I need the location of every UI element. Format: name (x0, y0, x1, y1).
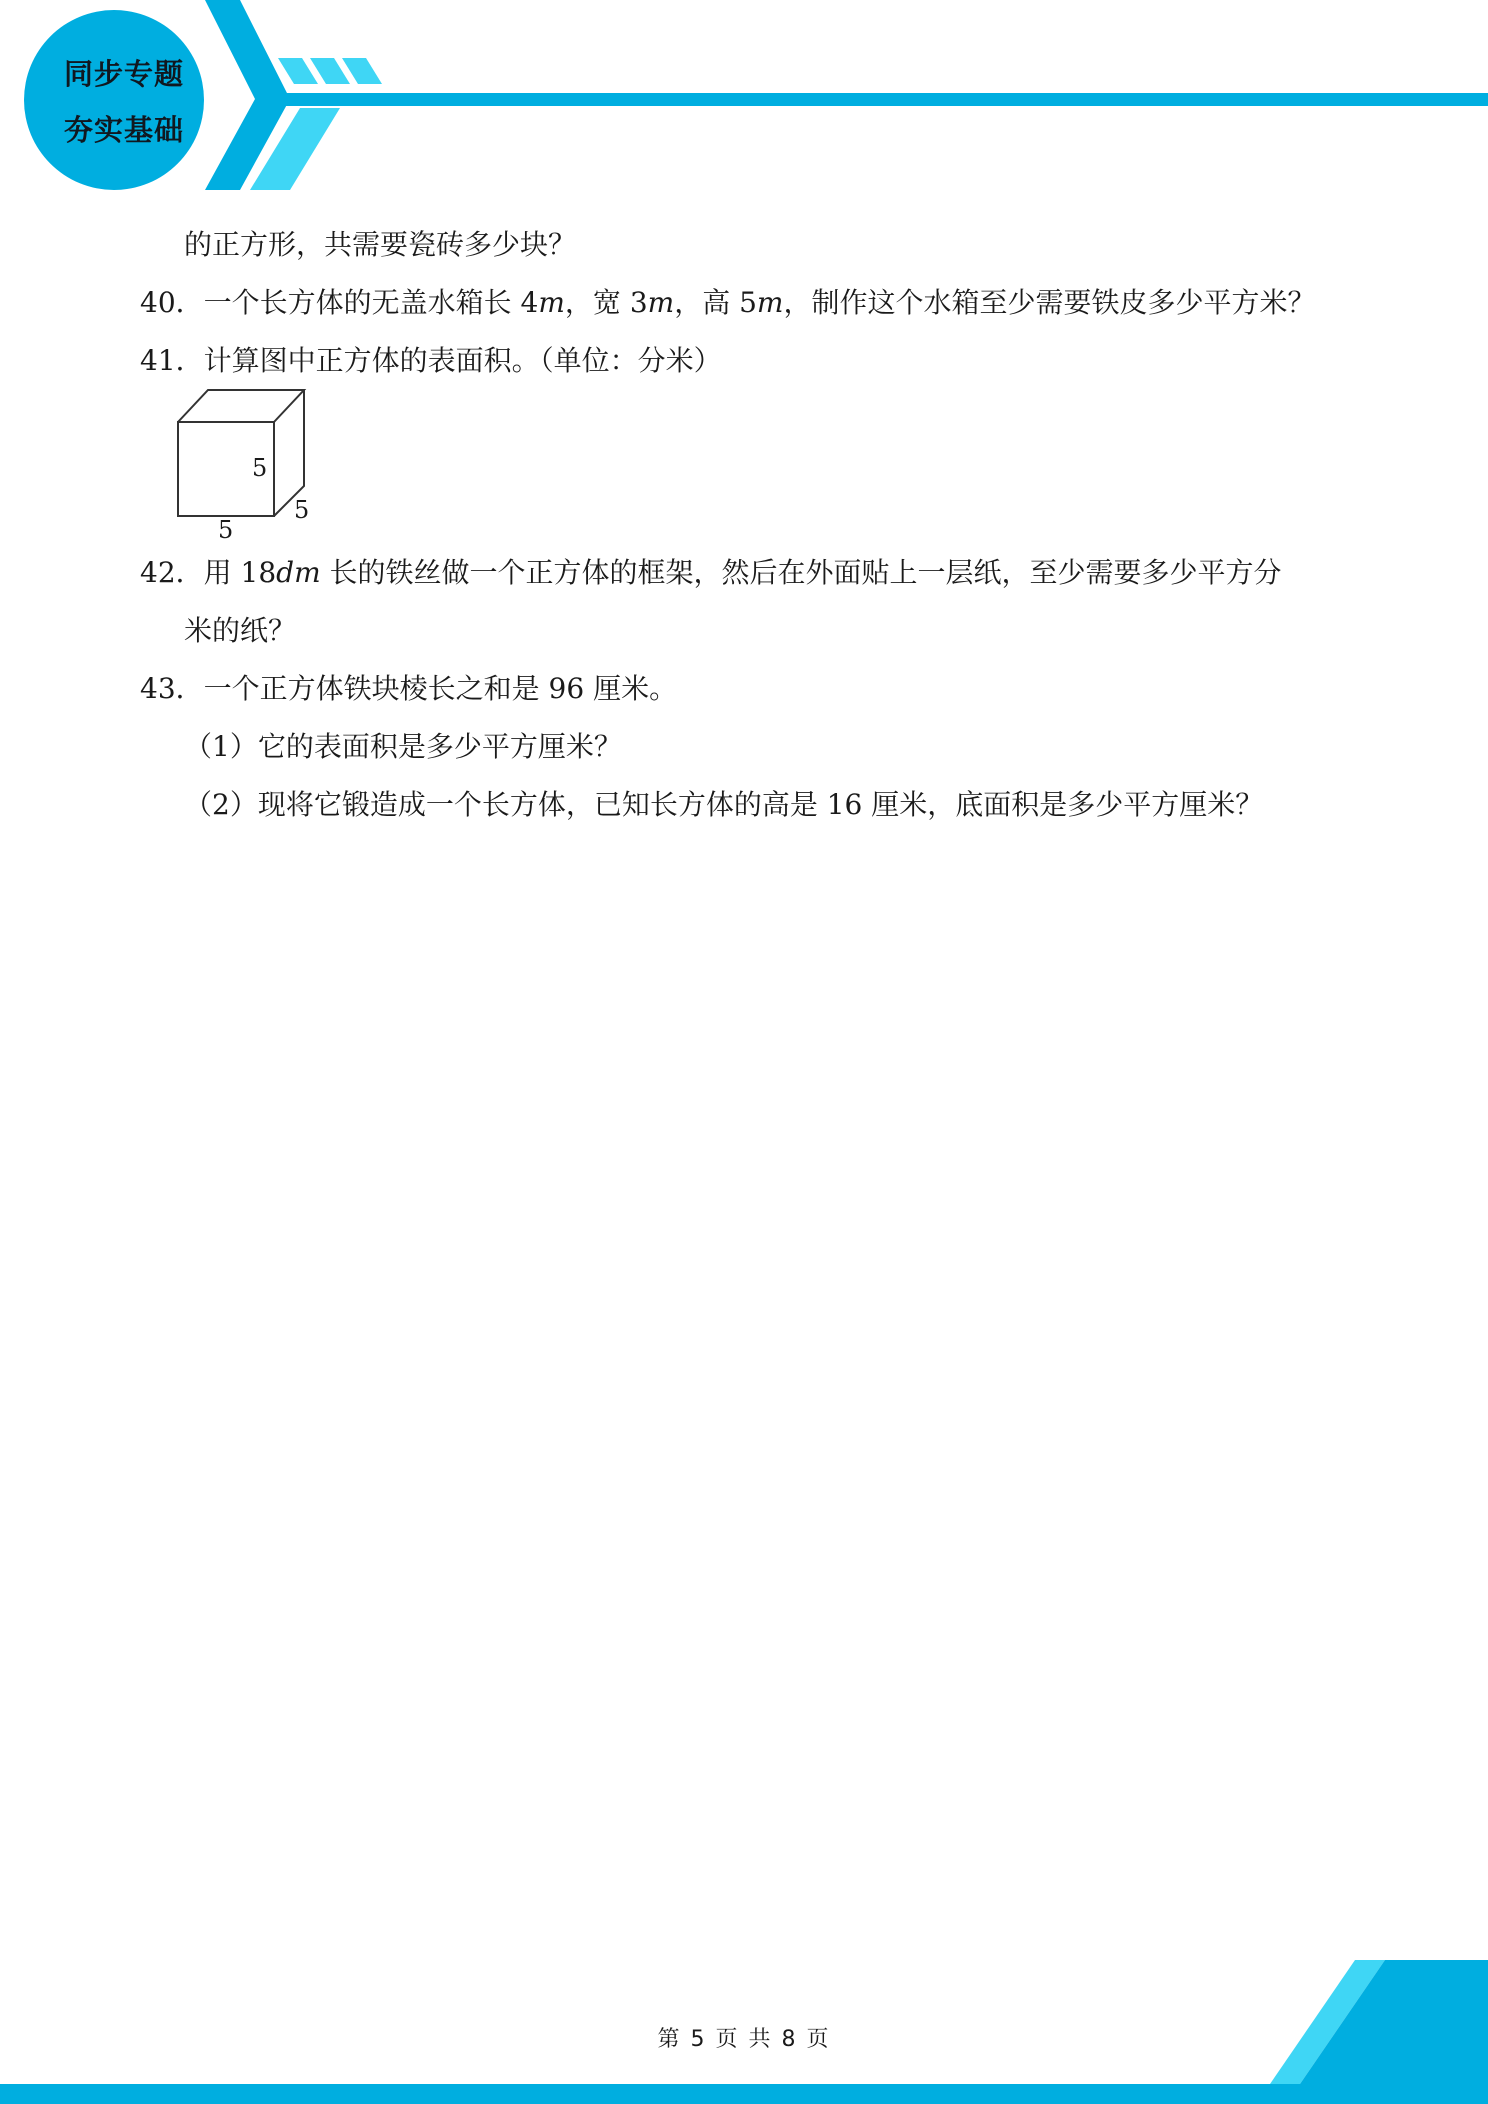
question-40 (140, 274, 1370, 332)
q39-continuation (140, 216, 1370, 274)
header-badge-circle (24, 10, 204, 190)
badge-title-line2: 夯实基础 (63, 113, 184, 147)
q42-number: 42． (140, 556, 204, 589)
question-43 (140, 660, 1370, 718)
header-bar (262, 93, 1488, 106)
question-43-sub2 (140, 776, 1370, 834)
question-43-sub1 (140, 718, 1370, 776)
q43-sub2-text: （2）现将它锻造成一个长方体，已知长方体的高是 16 厘米，底面积是多少平方厘米？ (184, 788, 1264, 821)
question-42 (140, 544, 1370, 602)
footer-bar (0, 2084, 1488, 2104)
page-number: 第 5 页 共 8 页 (657, 2027, 831, 2052)
figure-spacer (140, 390, 1370, 544)
q40-number: 40． (140, 286, 204, 319)
q41-number: 41． (140, 344, 204, 377)
q42-text-a: 用 18 (203, 556, 277, 589)
badge-title-line1: 同步专题 (63, 57, 184, 91)
cube-label-depth: 5 (294, 496, 310, 524)
cube-figure (172, 386, 322, 546)
q41-text: 计算图中正方体的表面积。（单位：分米） (203, 344, 722, 377)
q43-text: 一个正方体铁块棱长之和是 96 厘米。 (203, 672, 678, 705)
q42-text-c: 米的纸？ (184, 614, 297, 647)
q40-unit-b: m (647, 286, 675, 319)
header-stripe-1 (278, 58, 318, 84)
q40-text-b: ，宽 3 (564, 286, 648, 319)
q40-text-c: ，高 5 (674, 286, 757, 319)
header-stripe-3 (342, 58, 382, 84)
header-stripe-2 (310, 58, 350, 84)
q40-text-a: 一个长方体的无盖水箱长 4 (203, 286, 539, 319)
q42-text-b: 长的铁丝做一个正方体的框架，然后在外面贴上一层纸，至少需要多少平方分 (320, 556, 1282, 589)
q40-unit-a: m (538, 286, 565, 319)
q40-unit-c: m (756, 286, 784, 319)
question-content (140, 216, 1370, 834)
cube-label-height: 5 (252, 454, 268, 482)
q43-sub1-text: （1）它的表面积是多少平方厘米？ (184, 730, 622, 763)
q40-text-d: ，制作这个水箱至少需要铁皮多少平方米？ (783, 286, 1316, 319)
cube-top-edges (178, 390, 304, 422)
header-banner (0, 0, 1488, 200)
q39-continuation-text: 的正方形，共需要瓷砖多少块？ (184, 228, 577, 261)
q42-unit: dm (276, 556, 321, 589)
q43-number: 43． (140, 672, 204, 705)
question-42-cont (140, 602, 1370, 660)
question-41 (140, 332, 1370, 390)
cube-label-width: 5 (218, 516, 234, 544)
